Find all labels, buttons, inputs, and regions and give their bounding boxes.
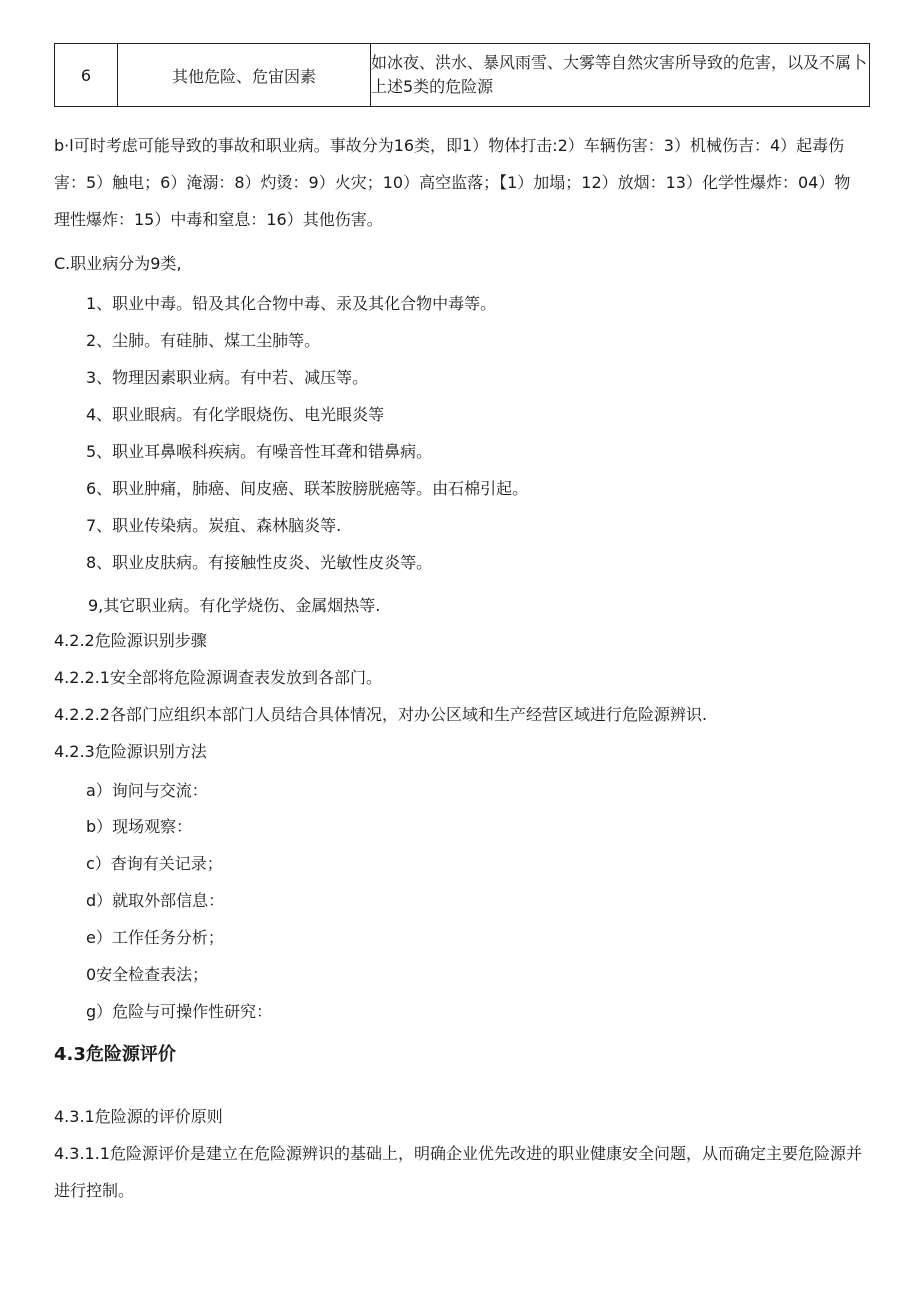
row-number: 6 <box>55 44 118 107</box>
list-item: 4、职业眼病。有化学眼烧伤、电光眼炎等 <box>86 405 385 424</box>
list-item: b）现场观察： <box>86 817 193 836</box>
table-row <box>55 44 870 107</box>
section-4-3-1-title: 4.3.1危险源的评价原则 <box>54 1107 223 1126</box>
list-item: 5、职业耳鼻喉科疾病。有噪音性耳聋和错鼻病。 <box>86 442 433 461</box>
list-item: g）危险与可操作性研究： <box>86 1002 273 1021</box>
list-item: 0安全检查表法； <box>86 965 209 984</box>
hazard-table <box>54 43 870 107</box>
list-item: 7、职业传染病。炭疽、森林脑炎等. <box>86 516 342 535</box>
list-item: 2、尘肺。有硅肺、煤工尘肺等。 <box>86 331 321 350</box>
list-item: 6、职业肿痛，肺癌、间皮癌、联苯胺膀胱癌等。由石棉引起。 <box>86 479 529 498</box>
section-4-2-3-title: 4.2.3危险源识别方法 <box>54 742 207 761</box>
hazard-description: 如冰夜、洪水、暴风雨雪、大雾等自然灾害所导致的危害，以及不属卜上述5类的危险源 <box>371 44 870 107</box>
list-item: c）杳询有关记录； <box>86 854 223 873</box>
list-item: a）询问与交流： <box>86 781 208 800</box>
list-item: 9,其它职业病。有化学烧伤、金属烟热等. <box>88 596 381 615</box>
list-item: d）就取外部信息： <box>86 891 225 910</box>
section-4-2-2-title: 4.2.2危险源识别步骤 <box>54 631 207 650</box>
section-4-2-2-1: 4.2.2.1安全部将危险源调查表发放到各部门。 <box>54 668 382 687</box>
section-4-3-1-1-paragraph: 4.3.1.1危险源评价是建立在危险源辨识的基础上，明确企业优先改进的职业健康安全问题，从而确定主要危险源并进行控制。 <box>54 1144 862 1200</box>
section-4-2-2-2: 4.2.2.2各部门应组织本部门人员结合具体情况，对办公区域和生产经营区域进行危险源辨识. <box>54 705 708 724</box>
list-item: 8、职业皮肤病。有接触性皮炎、光敏性皮炎等。 <box>86 553 433 572</box>
list-item: e）工作任务分析； <box>86 928 224 947</box>
accident-types-paragraph: b·l可时考虑可能导致的事故和职业病。事故分为16类，即1）物体打击:2）车辆伤害：3）机械伤吉：4）起毒伤害：5）触电；6）淹溺：8）灼烫：9）火灾；10）高空监落；【1）加塌；12）放烟：13）化学性爆炸：04）物理性爆炸：15）中毒和窒息：16）其他伤害。 <box>54 136 851 229</box>
section-4-3-heading: 4.3危险源评价 <box>54 1044 176 1065</box>
list-item: 1、职业中毒。铅及其化合物中毒、汞及其化合物中毒等。 <box>86 294 497 313</box>
occupational-disease-heading: C.职业病分为9类, <box>54 254 182 273</box>
hazard-name: 其他危险、危宙因素 <box>118 44 371 107</box>
list-item: 3、物理因素职业病。有中若、减压等。 <box>86 368 369 387</box>
